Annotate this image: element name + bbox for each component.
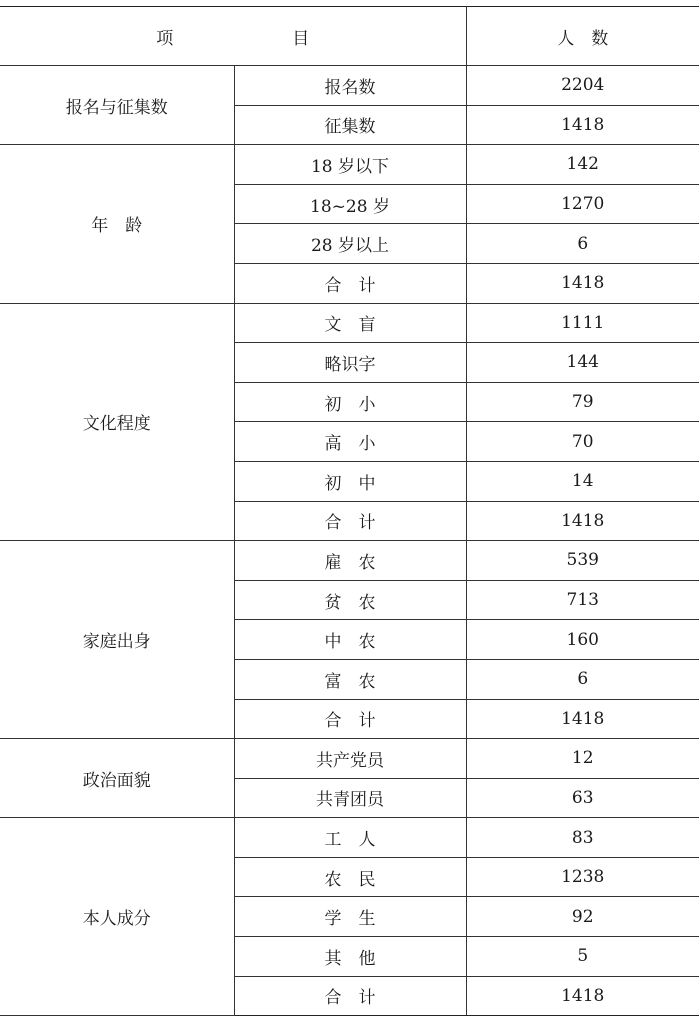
count-cell: 1111 bbox=[466, 303, 699, 343]
statistics-table bbox=[0, 6, 699, 1016]
count-cell: 79 bbox=[466, 382, 699, 422]
table-row bbox=[0, 541, 699, 581]
count-cell: 5 bbox=[466, 937, 699, 977]
item-cell: 共青团员 bbox=[234, 778, 466, 818]
item-cell: 征集数 bbox=[234, 105, 466, 145]
count-cell: 1418 bbox=[466, 105, 699, 145]
count-cell: 539 bbox=[466, 541, 699, 581]
item-cell: 合 计 bbox=[234, 699, 466, 739]
category-label: 年 龄 bbox=[0, 145, 234, 303]
item-cell: 18 岁以下 bbox=[234, 145, 466, 185]
item-cell: 报名数 bbox=[234, 66, 466, 106]
count-cell: 144 bbox=[466, 343, 699, 383]
table-row bbox=[0, 145, 699, 185]
item-cell: 合 计 bbox=[234, 501, 466, 541]
count-cell: 1238 bbox=[466, 857, 699, 897]
count-cell: 1270 bbox=[466, 184, 699, 224]
count-cell: 63 bbox=[466, 778, 699, 818]
item-cell: 28 岁以上 bbox=[234, 224, 466, 264]
table-row bbox=[0, 739, 699, 779]
count-cell: 70 bbox=[466, 422, 699, 462]
count-cell: 1418 bbox=[466, 699, 699, 739]
item-cell: 合 计 bbox=[234, 976, 466, 1016]
count-cell: 160 bbox=[466, 620, 699, 660]
count-cell: 14 bbox=[466, 461, 699, 501]
table-body bbox=[0, 66, 699, 1016]
count-cell: 713 bbox=[466, 580, 699, 620]
count-cell: 83 bbox=[466, 818, 699, 858]
header-count: 人 数 bbox=[466, 7, 699, 66]
count-cell: 1418 bbox=[466, 501, 699, 541]
category-label: 文化程度 bbox=[0, 303, 234, 541]
count-cell: 1418 bbox=[466, 263, 699, 303]
item-cell: 其 他 bbox=[234, 937, 466, 977]
count-cell: 2204 bbox=[466, 66, 699, 106]
item-cell: 初 小 bbox=[234, 382, 466, 422]
header-item: 项 目 bbox=[0, 7, 466, 66]
item-cell: 略识字 bbox=[234, 343, 466, 383]
header-row bbox=[0, 7, 699, 66]
item-cell: 贫 农 bbox=[234, 580, 466, 620]
count-cell: 6 bbox=[466, 224, 699, 264]
item-cell: 高 小 bbox=[234, 422, 466, 462]
count-cell: 1418 bbox=[466, 976, 699, 1016]
category-label: 本人成分 bbox=[0, 818, 234, 1016]
item-cell: 文 盲 bbox=[234, 303, 466, 343]
item-cell: 18~28 岁 bbox=[234, 184, 466, 224]
count-cell: 142 bbox=[466, 145, 699, 185]
item-cell: 富 农 bbox=[234, 659, 466, 699]
count-cell: 12 bbox=[466, 739, 699, 779]
item-cell: 学 生 bbox=[234, 897, 466, 937]
table-row bbox=[0, 818, 699, 858]
item-cell: 农 民 bbox=[234, 857, 466, 897]
item-cell: 中 农 bbox=[234, 620, 466, 660]
item-cell: 合 计 bbox=[234, 263, 466, 303]
count-cell: 6 bbox=[466, 659, 699, 699]
category-label: 政治面貌 bbox=[0, 739, 234, 818]
item-cell: 初 中 bbox=[234, 461, 466, 501]
item-cell: 共产党员 bbox=[234, 739, 466, 779]
category-label: 报名与征集数 bbox=[0, 66, 234, 145]
item-cell: 雇 农 bbox=[234, 541, 466, 581]
category-label: 家庭出身 bbox=[0, 541, 234, 739]
table-row bbox=[0, 303, 699, 343]
count-cell: 92 bbox=[466, 897, 699, 937]
item-cell: 工 人 bbox=[234, 818, 466, 858]
table-row bbox=[0, 66, 699, 106]
